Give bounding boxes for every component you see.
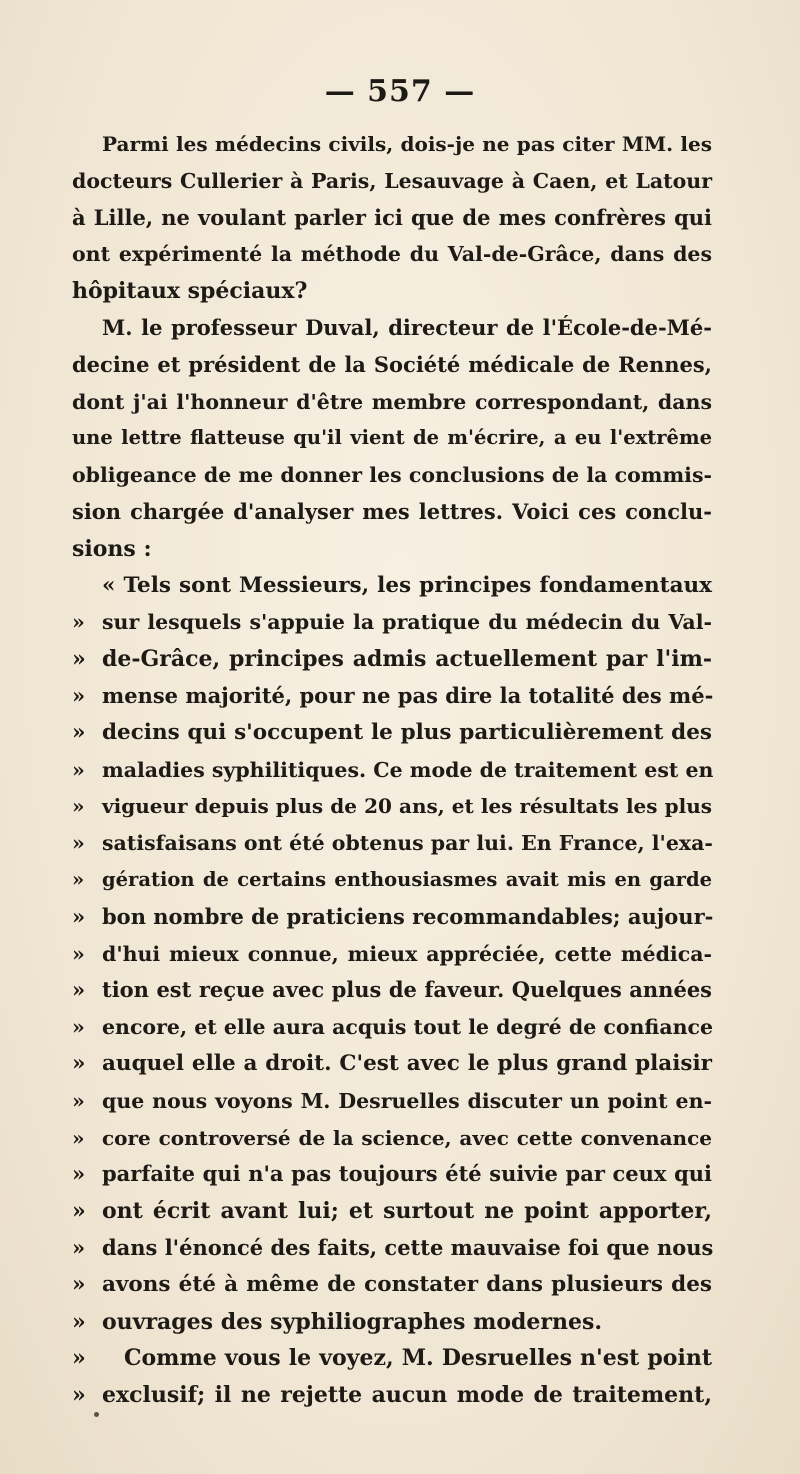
quote-mark: » — [72, 1088, 85, 1113]
quote-mark: » — [72, 1234, 86, 1260]
text-line — [72, 1193, 712, 1230]
quote-mark: » — [72, 646, 86, 673]
line-text: de-Grâce, principes admis actuellement par l'im- — [102, 646, 712, 673]
text-line — [72, 1340, 712, 1377]
text-line — [72, 163, 712, 200]
line-text: tion est reçue avec plus de faveur. Quelques années — [102, 977, 712, 1003]
ink-speck — [94, 1412, 99, 1417]
quote-mark: » — [72, 610, 85, 635]
text-line — [72, 604, 712, 641]
text-line — [72, 1156, 712, 1193]
line-text: auquel elle a droit. C'est avec le plus grand plaisir — [102, 1050, 712, 1076]
line-text: hôpitaux spéciaux? — [72, 278, 308, 305]
line-text: sur lesquels s'appuie la pratique du médecin du Val- — [102, 610, 712, 635]
text-line — [72, 899, 712, 936]
quote-mark: » — [72, 977, 86, 1003]
text-line — [72, 347, 712, 384]
text-line — [72, 126, 712, 163]
text-line — [72, 678, 712, 715]
text-line — [72, 1046, 712, 1083]
body-text — [72, 126, 712, 1414]
text-line — [72, 715, 712, 752]
line-text: sion chargée d'analyser mes lettres. Voici ces conclu- — [72, 498, 712, 524]
text-line — [72, 936, 712, 973]
text-line — [72, 568, 712, 605]
line-text: ont expérimenté la méthode du Val-de-Grâce, dans des — [72, 242, 712, 267]
line-text: à Lille, ne voulant parler ici que de mes confrères qui — [72, 204, 712, 230]
line-text: dont j'ai l'honneur d'être membre correspondant, dans — [72, 389, 712, 414]
text-line — [72, 1230, 712, 1267]
quote-mark: » — [72, 719, 86, 745]
quote-mark: » — [72, 1161, 86, 1187]
quote-mark: » — [72, 1015, 85, 1040]
line-text: avons été à même de constater dans plusieurs des — [102, 1271, 712, 1297]
quote-mark: » — [72, 1198, 86, 1225]
line-text: decins qui s'occupent le plus particulièrement des — [102, 719, 712, 745]
text-line — [72, 310, 712, 347]
line-text: bon nombre de praticiens recommandables; aujour- — [102, 903, 714, 929]
line-text: core controversé de la science, avec cette convenance — [102, 1125, 712, 1150]
line-text: Comme vous le voyez, M. Desruelles n'est point — [124, 1345, 712, 1372]
line-text: vigueur depuis plus de 20 ans, et les résultats les plus — [102, 794, 712, 819]
quote-mark: » — [72, 831, 85, 856]
quote-mark: » — [72, 682, 86, 708]
line-text: gération de certains enthousiasmes avait mis en garde — [102, 867, 712, 891]
line-text: docteurs Cullerier à Paris, Lesauvage à Caen, et Latour — [72, 168, 712, 193]
quote-mark: » — [72, 867, 85, 891]
line-text: parfaite qui n'a pas toujours été suivie par ceux qui — [102, 1161, 712, 1187]
line-text: obligeance de me donner les conclusions de la commis- — [72, 463, 712, 488]
text-line — [72, 494, 712, 531]
line-text: dans l'énoncé des faits, cette mauvaise foi que nous — [102, 1234, 714, 1260]
text-line — [72, 641, 712, 678]
line-text: exclusif; il ne rejette aucun mode de traitement, — [102, 1382, 712, 1409]
line-text: decine et président de la Société médicale de Rennes, — [72, 351, 712, 377]
quote-mark: » — [72, 794, 85, 819]
quote-mark: » — [72, 1125, 85, 1150]
line-text: une lettre flatteuse qu'il vient de m'écrire, a eu l'extrême — [72, 426, 712, 450]
text-line — [72, 236, 712, 273]
text-line — [72, 862, 712, 899]
line-text: que nous voyons M. Desruelles discuter un point en- — [102, 1088, 712, 1113]
text-line — [72, 273, 712, 310]
text-line — [72, 752, 712, 789]
line-text: sions : — [72, 535, 152, 562]
line-text: satisfaisans ont été obtenus par lui. En France, l'exa- — [102, 831, 713, 856]
quote-mark: » — [72, 1345, 86, 1372]
text-line — [72, 200, 712, 237]
text-line — [72, 825, 712, 862]
text-line — [72, 384, 712, 421]
quote-mark: » — [72, 1271, 86, 1297]
text-line — [72, 531, 712, 568]
text-line — [72, 420, 712, 457]
line-text: M. le professeur Duval, directeur de l'École-de-Mé- — [102, 314, 712, 340]
line-text: Parmi les médecins civils, dois-je ne pas citer MM. les — [102, 132, 712, 156]
line-text: mense majorité, pour ne pas dire la totalité des mé- — [102, 682, 714, 708]
quote-mark: » — [72, 941, 85, 966]
line-text: ouvrages des syphiliographes modernes. — [102, 1308, 603, 1335]
quote-mark: » — [72, 1308, 86, 1335]
quote-mark: » — [72, 757, 85, 782]
text-line — [72, 1267, 712, 1304]
line-text: maladies syphilitiques. Ce mode de traitement est en — [102, 757, 714, 782]
quote-mark: » — [72, 903, 86, 929]
text-line — [72, 1009, 712, 1046]
line-text: ont écrit avant lui; et surtout ne point apporter, — [102, 1198, 712, 1225]
page-number: — 557 — — [324, 74, 476, 109]
text-line — [72, 788, 712, 825]
text-line — [72, 1120, 712, 1157]
quote-mark: » — [72, 1050, 86, 1076]
line-text: « Tels sont Messieurs, les principes fondamentaux — [102, 572, 712, 598]
line-text: d'hui mieux connue, mieux appréciée, cette médica- — [102, 941, 712, 966]
line-text: encore, et elle aura acquis tout le degré de confiance — [102, 1015, 714, 1040]
text-line — [72, 972, 712, 1009]
text-line — [72, 1377, 712, 1414]
text-line — [72, 457, 712, 494]
quote-mark: » — [72, 1382, 86, 1409]
text-line — [72, 1083, 712, 1120]
text-line — [72, 1304, 712, 1341]
